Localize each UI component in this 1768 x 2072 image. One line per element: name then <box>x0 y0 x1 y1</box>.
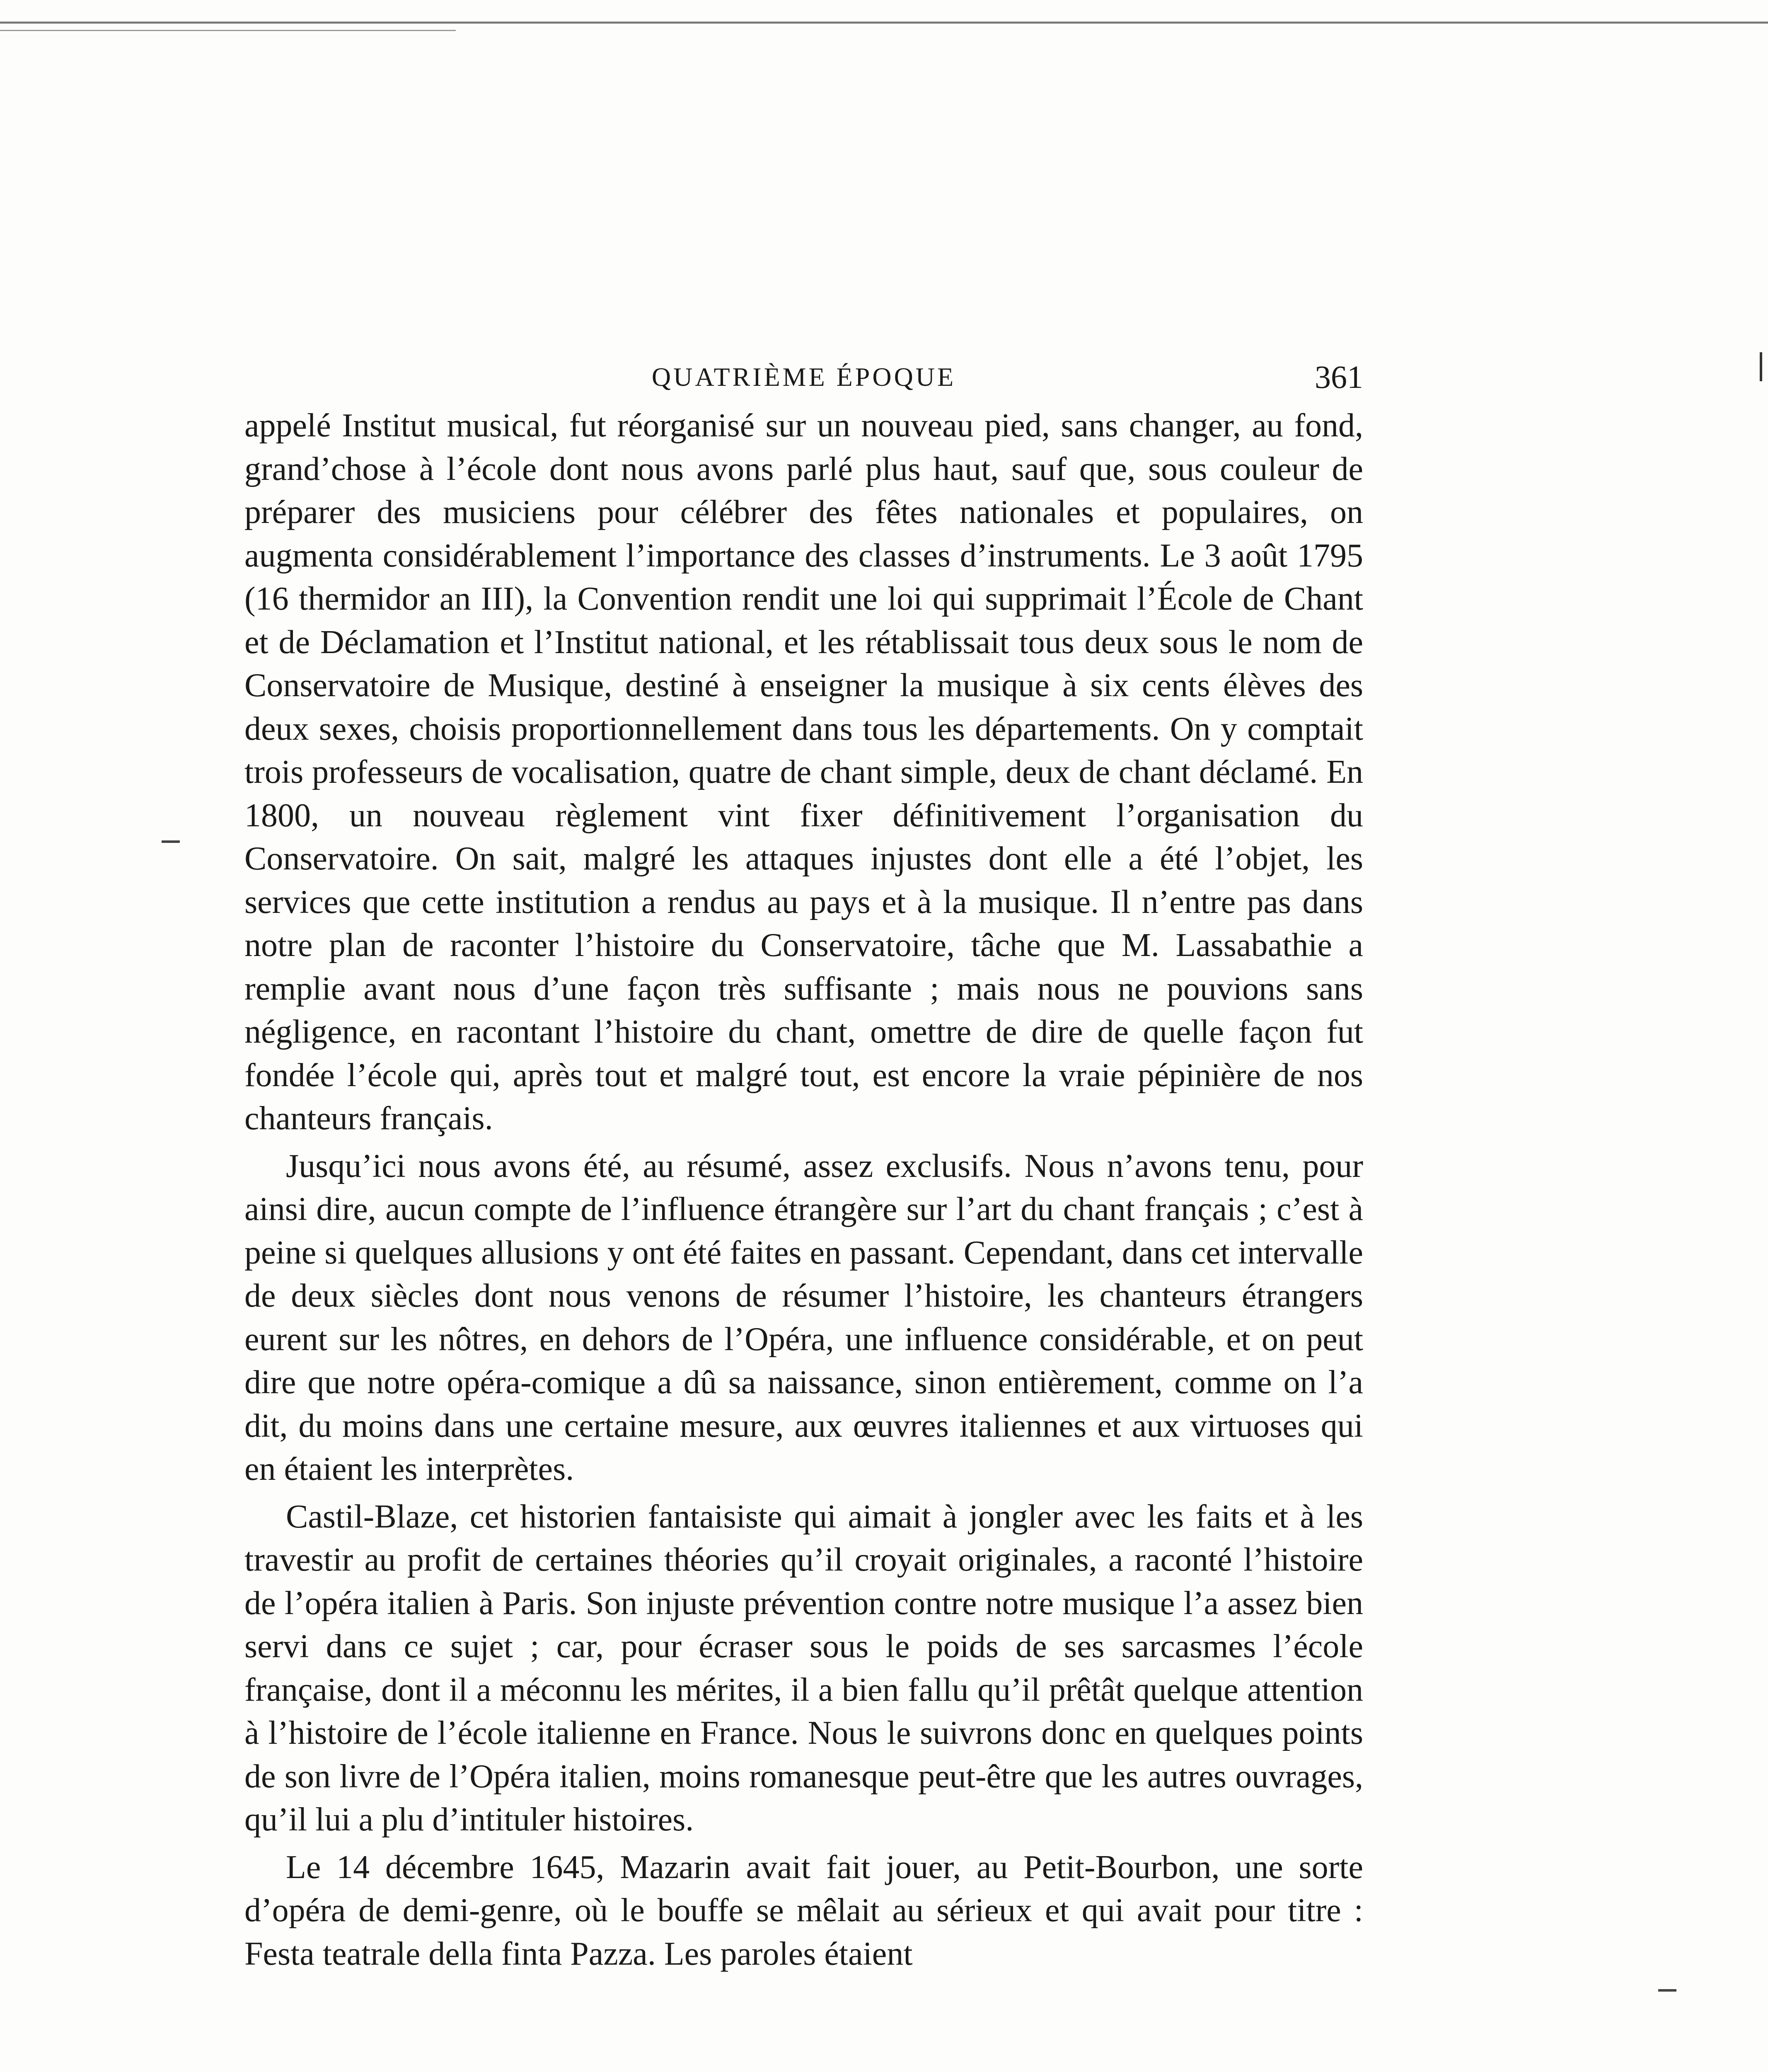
paragraph: Le 14 décembre 1645, Mazarin avait fait jouer, au Petit-Bourbon, une sorte d’opéra de demi-genre, où le bouffe se mêlait au sérieux et qui avait pour titre : Festa teatrale della finta Pazza. Les paroles étaient <box>244 1849 1363 1972</box>
page-header <box>244 354 1363 400</box>
margin-dash-right <box>1658 1989 1676 1992</box>
scan-top-rule <box>0 22 1768 24</box>
page-number: 361 <box>1315 359 1363 395</box>
scan-top-rule-secondary <box>0 30 456 31</box>
running-head: QUATRIÈME ÉPOQUE <box>651 362 956 392</box>
paragraph: Jusqu’ici nous avons été, au résumé, assez exclusifs. Nous n’avons tenu, pour ainsi dire, aucun compte de l’influence étrangère sur l’art du chant français ; c’est à peine si quelques allusions y ont été faites en passant. Cependant, dans cet intervalle de deux siècles dont nous venons de résumer l’histoire, les chanteurs étrangers eurent sur les nôtres, en dehors de l’Opéra, une influence considérable, et on peut dire que notre opéra-comique a dû sa naissance, sinon entièrement, comme on l’a dit, du moins dans une certaine mesure, aux œuvres italiennes et aux virtuoses qui en étaient les interprètes. <box>244 1147 1363 1487</box>
margin-dash-left <box>162 840 180 843</box>
scan-edge-mark <box>1760 352 1762 381</box>
paragraph: appelé Institut musical, fut réorganisé sur un nouveau pied, sans changer, au fond, grand’chose à l’école dont nous avons parlé plus haut, sauf que, sous couleur de préparer des musiciens pour célébrer des fêtes nationales et populaires, on augmenta considérablement l’importance des classes d’instruments. Le 3 août 1795 (16 thermidor an III), la Convention rendit une loi qui supprimait l’École de Chant et de Déclamation et l’Institut national, et les rétablissait tous deux sous le nom de Conservatoire de Musique, destiné à enseigner la musique à six cents élèves des deux sexes, choisis proportionnellement dans tous les départements. On y comptait trois professeurs de vocalisation, quatre de chant simple, deux de chant déclamé. En 1800, un nouveau règlement vint fixer définitivement l’organisation du Conservatoire. On sait, malgré les attaques injustes dont elle a été l’objet, les services que cette institution a rendus au pays et à la musique. Il n’entre pas dans notre plan de raconter l’histoire du Conservatoire, tâche que M. Lassabathie a remplie avant nous d’une façon très suffisante ; mais nous ne pouvions sans négligence, en racontant l’histoire du chant, omettre de dire de quelle façon fut fondée l’école qui, après tout et malgré tout, est encore la vraie pépinière de nos chanteurs français. <box>244 407 1363 1137</box>
paragraph: Castil-Blaze, cet historien fantaisiste qui aimait à jongler avec les faits et à les travestir au profit de certaines théories qu’il croyait originales, a raconté l’histoire de l’opéra italien à Paris. Son injuste prévention contre notre musique l’a assez bien servi dans ce sujet ; car, pour écraser sous le poids de ses sarcasmes l’école française, dont il a méconnu les mérites, il a bien fallu qu’il prêtât quelque attention à l’histoire de l’école italienne en France. Nous le suivrons donc en quelques points de son livre de l’Opéra italien, moins romanesque peut-être que les autres ouvrages, qu’il lui a plu d’intituler histoires. <box>244 1498 1363 1838</box>
body-text <box>244 404 1363 1975</box>
